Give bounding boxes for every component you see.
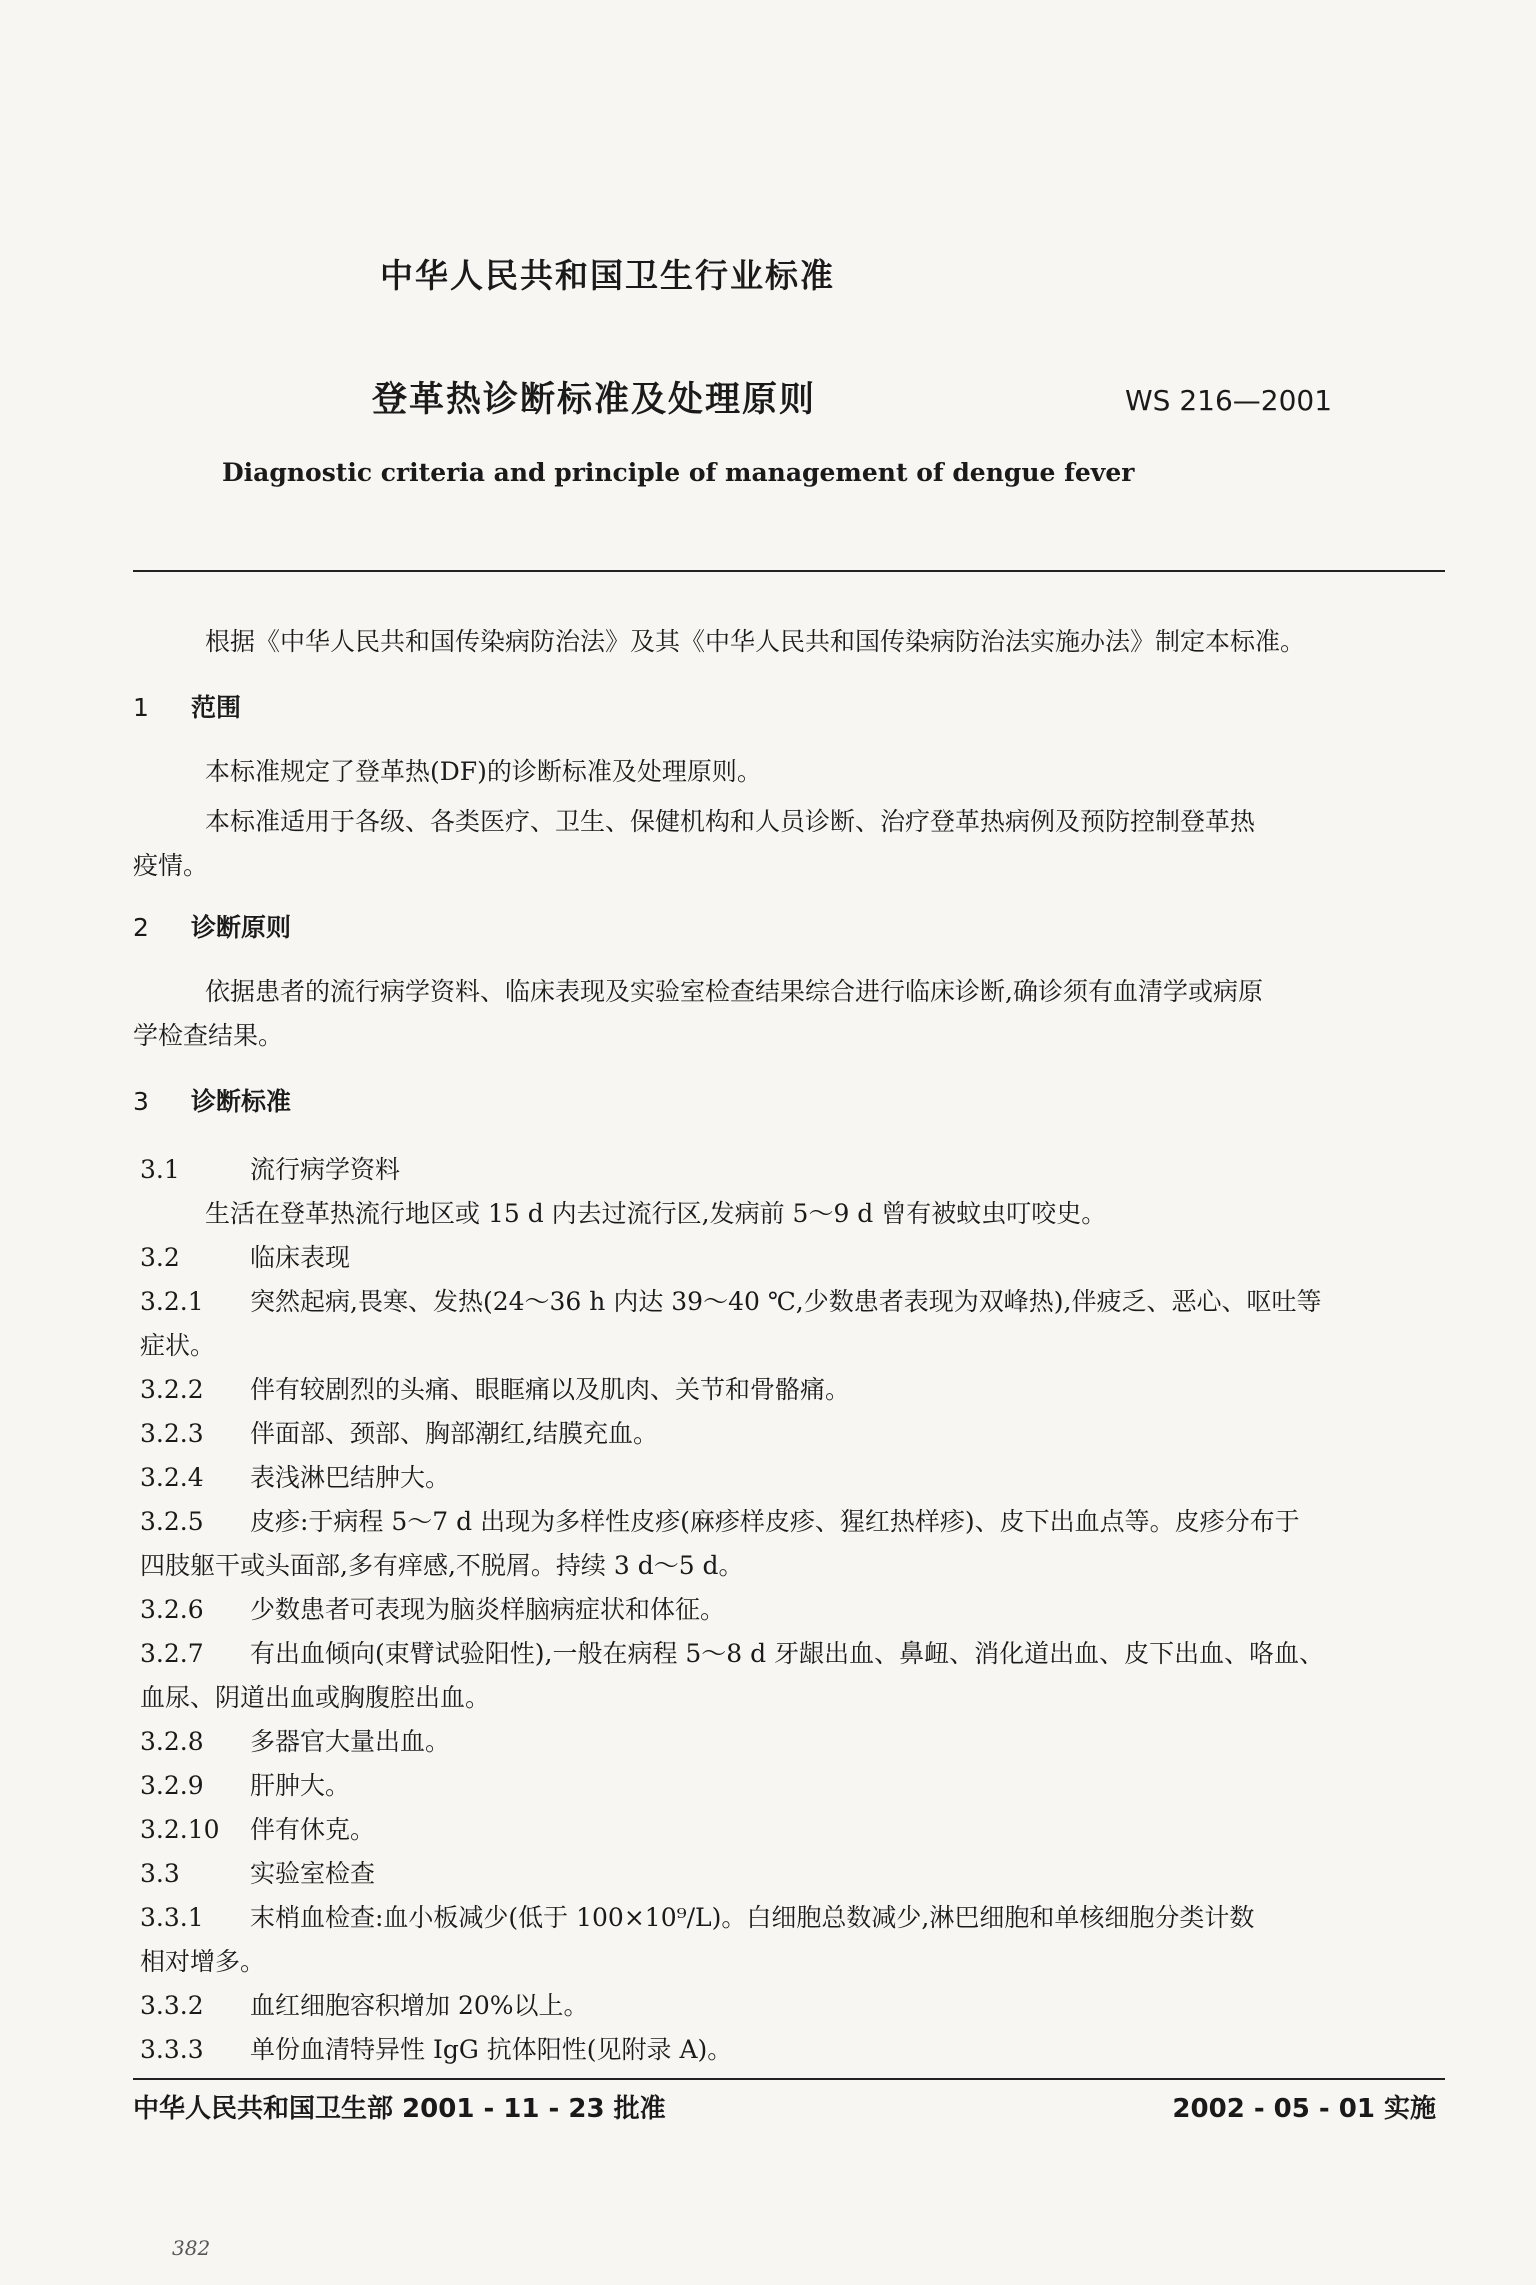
- item-3-1: 3.1 流行病学资料: [140, 1155, 401, 1184]
- item-3-2-10: 3.2.10 伴有休克。: [140, 1815, 376, 1844]
- top-divider: [133, 570, 1445, 572]
- section-1-para-1: 本标准规定了登革热(DF)的诊断标准及处理原则。: [205, 757, 762, 786]
- section-1-heading: [133, 688, 241, 724]
- section-2-para-1-cont: 学检查结果。: [133, 1021, 284, 1050]
- item-3-2-1-cont: 症状。: [140, 1331, 216, 1360]
- section-2-para-1: 依据患者的流行病学资料、临床表现及实验室检查结果综合进行临床诊断,确诊须有血清学或病原: [205, 977, 1263, 1006]
- section-number: 2: [133, 913, 149, 942]
- section-title: 诊断原则: [191, 913, 292, 942]
- item-3-2-3: 3.2.3 伴面部、颈部、胸部潮红,结膜充血。: [140, 1419, 658, 1448]
- item-3-2-8: 3.2.8 多器官大量出血。: [140, 1727, 451, 1756]
- header-title: 中华人民共和国卫生行业标准: [380, 256, 835, 295]
- section-title: 诊断标准: [191, 1087, 292, 1116]
- standard-number: WS 216—2001: [1125, 384, 1333, 417]
- section-title: 范围: [191, 693, 242, 722]
- section-3-heading: [133, 1082, 291, 1118]
- item-3-3-2: 3.3.2 血红细胞容积增加 20%以上。: [140, 1991, 589, 2020]
- item-3-2-5-cont: 四肢躯干或头面部,多有痒感,不脱屑。持续 3 d～5 d。: [140, 1551, 744, 1580]
- item-3-2: 3.2 临床表现: [140, 1243, 351, 1272]
- item-3-2-5: 3.2.5 皮疹:于病程 5～7 d 出现为多样性皮疹(麻疹样皮疹、猩红热样疹)、皮下出血点等。皮疹分布于: [140, 1507, 1300, 1536]
- approval-date: 中华人民共和国卫生部 2001 - 11 - 23 批准: [133, 2094, 666, 2124]
- english-title: Diagnostic criteria and principle of management of dengue fever: [222, 458, 1135, 487]
- footer-divider: [133, 2078, 1445, 2080]
- implementation-date: 2002 - 05 - 01 实施: [1172, 2094, 1436, 2124]
- item-3-1-body: 生活在登革热流行地区或 15 d 内去过流行区,发病前 5～9 d 曾有被蚊虫叮咬史。: [205, 1199, 1107, 1228]
- item-3-2-9: 3.2.9 肝肿大。: [140, 1771, 351, 1800]
- section-number: 3: [133, 1087, 149, 1116]
- section-1-para-2: 本标准适用于各级、各类医疗、卫生、保健机构和人员诊断、治疗登革热病例及预防控制登革热: [205, 807, 1256, 836]
- item-3-3: 3.3 实验室检查: [140, 1859, 376, 1888]
- item-3-3-1-cont: 相对增多。: [140, 1947, 266, 1976]
- section-number: 1: [133, 693, 149, 722]
- page-number: 382: [172, 2236, 211, 2260]
- intro-paragraph: 根据《中华人民共和国传染病防治法》及其《中华人民共和国传染病防治法实施办法》制定本标准。: [205, 627, 1306, 656]
- item-3-3-3: 3.3.3 单份血清特异性 IgG 抗体阳性(见附录 A)。: [140, 2035, 733, 2064]
- item-3-2-4: 3.2.4 表浅淋巴结肿大。: [140, 1463, 451, 1492]
- item-3-3-1: 3.3.1 末梢血检查:血小板减少(低于 100×10⁹/L)。白细胞总数减少,淋巴细胞和单核细胞分类计数: [140, 1903, 1255, 1932]
- item-3-2-2: 3.2.2 伴有较剧烈的头痛、眼眶痛以及肌肉、关节和骨骼痛。: [140, 1375, 851, 1404]
- section-2-heading: [133, 908, 291, 944]
- document-title: 登革热诊断标准及处理原则: [372, 380, 817, 420]
- item-3-2-6: 3.2.6 少数患者可表现为脑炎样脑病症状和体征。: [140, 1595, 726, 1624]
- item-3-2-7-cont: 血尿、阴道出血或胸腹腔出血。: [140, 1683, 491, 1712]
- section-1-para-2-cont: 疫情。: [133, 851, 209, 880]
- item-3-2-1: 3.2.1 突然起病,畏寒、发热(24～36 h 内达 39～40 ℃,少数患者表现为双峰热),伴疲乏、恶心、呕吐等: [140, 1287, 1322, 1316]
- item-3-2-7: 3.2.7 有出血倾向(束臂试验阳性),一般在病程 5～8 d 牙龈出血、鼻衄、消化道出血、皮下出血、咯血、: [140, 1639, 1325, 1668]
